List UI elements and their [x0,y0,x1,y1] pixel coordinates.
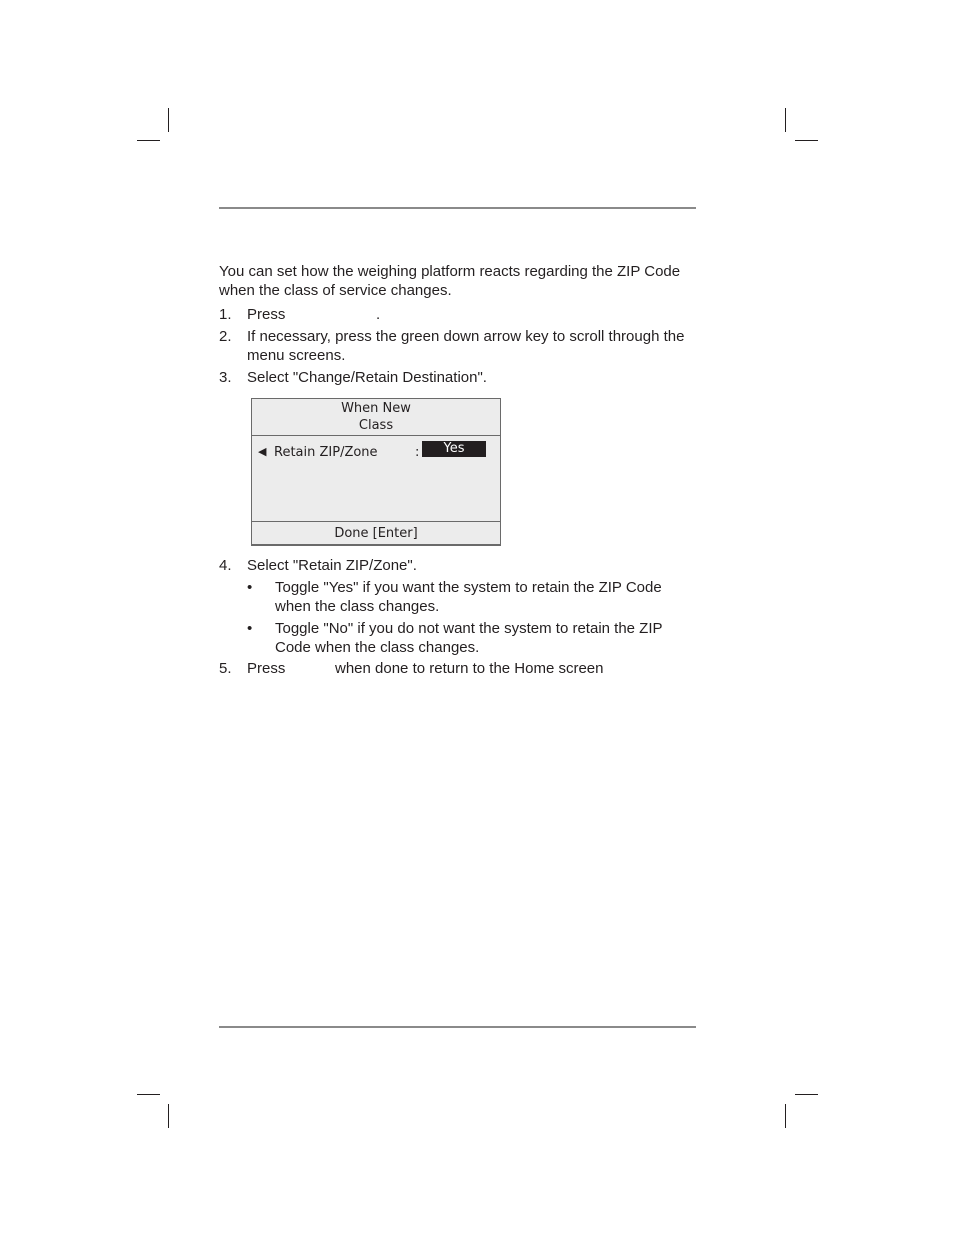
bullet-marker: • [247,579,253,596]
bullet-marker: • [247,620,253,637]
crop-mark-top-right-horizontal [795,140,818,141]
footer-rule [219,1026,696,1028]
step-text-suffix: when done to return to the Home screen [335,660,604,677]
crop-mark-bottom-left-vertical [168,1104,169,1128]
screen-header-line-1: When New [341,401,411,416]
device-screen-illustration [251,398,501,546]
step-number: 3. [219,369,232,386]
option-value-highlight[interactable]: Yes [422,441,486,457]
retain-zip-zone-option[interactable] [258,441,494,464]
step-text: If necessary, press the green down arrow key to scroll through the menu screens. [247,328,685,364]
option-label: Retain ZIP/Zone [274,445,378,460]
step-number: 4. [219,557,232,574]
screen-header [252,399,500,436]
step-text-lead: Press [247,306,286,323]
bullet-text: Toggle "No" if you do not want the system to retain the ZIP Code when the class changes. [275,620,663,656]
screen-header-line-2: Class [358,418,394,433]
step-text [247,659,699,678]
header-rule [219,207,696,209]
crop-mark-bottom-left-horizontal [137,1094,160,1095]
crop-mark-top-left-vertical [168,108,169,132]
crop-mark-bottom-right-horizontal [795,1094,818,1095]
crop-mark-top-left-horizontal [137,140,160,141]
crop-mark-top-right-vertical [785,108,786,132]
step-number: 2. [219,328,232,345]
option-separator: : [415,445,420,460]
bullet-text: Toggle "Yes" if you want the system to retain the ZIP Code when the class changes. [275,579,662,615]
step-text: Select "Retain ZIP/Zone". [247,557,417,574]
intro-paragraph: You can set how the weighing platform reacts regarding the ZIP Code when the class of service changes. [219,263,681,299]
step-text-suffix: . [376,306,381,323]
step-text [247,305,699,324]
left-arrow-icon: ◀ [258,445,267,458]
crop-mark-bottom-right-vertical [785,1104,786,1128]
step-text: Select "Change/Retain Destination". [247,369,487,386]
step-number: 5. [219,660,232,677]
done-enter-button[interactable]: Done [Enter] [252,521,500,545]
step-number: 1. [219,306,232,323]
step-text-lead: Press [247,660,286,677]
